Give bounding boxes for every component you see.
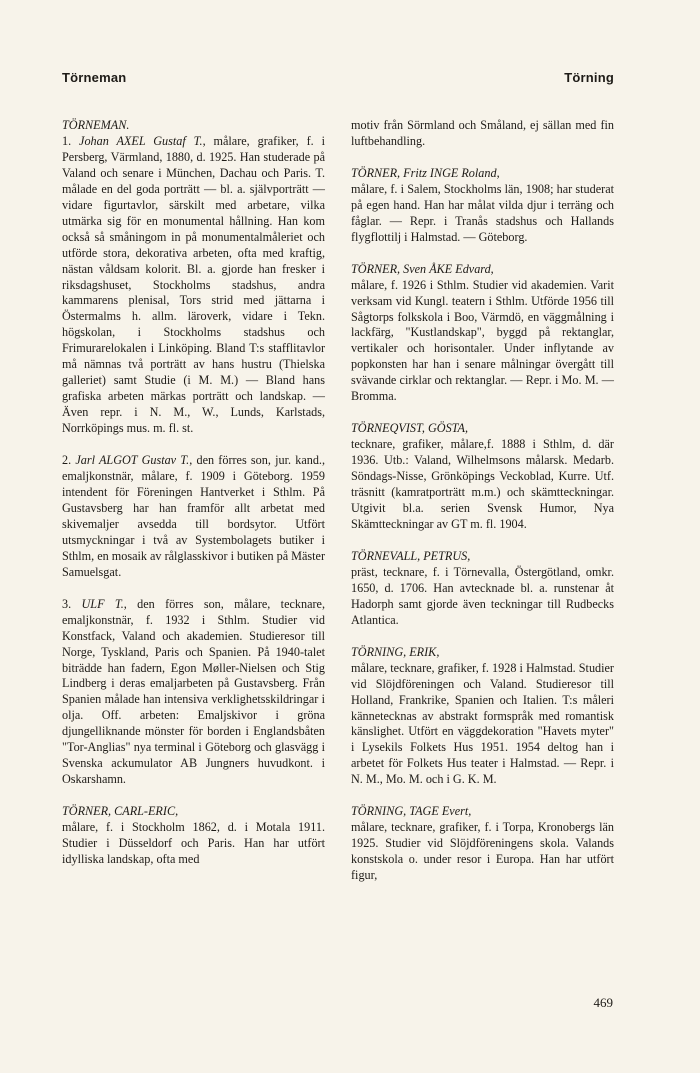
entry-body [62, 134, 325, 437]
entry-heading: TÖRNEQVIST, GÖSTA, [351, 421, 469, 436]
entry-heading: TÖRNEVALL, PETRUS, [351, 548, 471, 563]
entry-torner-ake [351, 262, 614, 406]
entry-text: , målare, grafiker, f. i Persberg, Värmland, 1880, d. 1925. Han studerade på Valand och senare i München, Dachau och Paris. T. målade en del goda porträtt — bl. a. självporträtt — vidare figurtavlor, särskilt med arbetare, vilka utmärka sig för en monumental hållning. Han kom också så småningom in på monumentalmåleriet och utförde stora, dekorativa arbeten, ofta med kraftig, nästan våldsam kolorit. Bl. a. gjorde han fresker i riksdagshuset, Stockholms stadshus, andra kammarens plenisal, Tors strid med jättarna i Östermalms h. allm. läroverk, vidare i Tekn. högskolan, i Stockholms stadshus och Frimurarelokalen i Linköping. Bland T:s stafflitavlor må nämnas två porträtt av hans hustru (Thielska galleriet) samt Studie (i M. M.) — Bland hans grafiska arbeten märkas porträtt och landskap. — Även repr. i N. M., W., Lunds, Karlstads, Norrköpings mus. m. fl. st. [62, 133, 325, 436]
entry-body [62, 597, 325, 788]
running-head-left: Törneman [62, 70, 127, 85]
entry-text: målare, f. i Stockholm 1862, d. i Motala 1911. Studier i Düsseldorf och Paris. Han har utfört idylliska landskap, ofta med [62, 820, 325, 866]
entry-text: präst, tecknare, f. i Törnevalla, Östergötland, omkr. 1650, d. 1706. Han avtecknade bl. a. runstenar åt Hadorph samt gjorde även teckningar till Rudbecks Atlantica. [351, 564, 614, 627]
running-head-right: Törning [564, 70, 614, 85]
entry-text: målare, tecknare, grafiker, f. 1928 i Halmstad. Studier vid Slöjdföreningen och Valand. Studieresor till Holland, Frankrike, Spanien och Italien. T:s måleri kännetecknas av abstrakt formspråk med romantisk känslighet. Utfört en väggdekoration "Havets myter" i Lysekils Folkets Hus 1951. 1954 deltog han i arbetet för Folkets Hus teater i Halmstad. — Repr. i N. M., Mo. M. och i G. K. M. [351, 660, 614, 787]
person-name: Johan AXEL Gustaf T. [79, 133, 203, 148]
entry-text: målare, tecknare, grafiker, f. i Torpa, Kronobergs län 1925. Studier vid Slöjdföreningens skola. Valands konstskola o. under resor i Europa. Han har utfört figur, [351, 820, 614, 883]
right-column [351, 118, 614, 900]
left-column [62, 118, 325, 884]
sub-entry-number: 1. [62, 133, 80, 148]
entry-heading: TÖRNING, TAGE Evert, [351, 804, 472, 819]
sub-entry-number: 3. [62, 596, 82, 611]
person-name: ULF T. [81, 596, 124, 611]
entry-tornequist [351, 421, 614, 533]
entry-text: målare, f. i Salem, Stockholms län, 1908; har studerat på egen hand. Han har målat vilda djur i terräng och fåglar. — Repr. i Tranås stadshus och Hallands flygflottilj i Halmstad. — Göteborg. [351, 181, 614, 244]
entry-text: , den förres son, jur. kand., emaljkonstnär, målare, f. 1909 i Göteborg. 1959 intendent för Föreningen Hantverket i Sthlm. På Gustavsberg har han framför allt arbetat med skivemaljer avsedda till bordsytor. Utfört utsmyckningar i två av Systembolagets butiker i Sthlm, en mosaik av rålglasskivor i butiken på Mäster Samuelsgat. [62, 453, 326, 579]
entry-heading: TÖRNER, Fritz INGE Roland, [351, 165, 500, 180]
entry-text: tecknare, grafiker, målare,f. 1888 i Sthlm, d. där 1936. Utb.: Valand, Wilhelmsons målarsk. Medarb. Söndags-Nisse, Grönköpings Veckoblad, Kurre. Utf. träsnitt (kamratporträtt m.m.) och skämtteckningar. Utgivit bl.a. serien Svensk Humor, Nya Skämtteckningar av GT m. fl. 1904. [351, 437, 614, 531]
entry-heading: TÖRNER, Sven ÅKE Edvard, [351, 261, 494, 276]
entry-torning-erik [351, 645, 614, 789]
entry-torner-carl-eric-cont [351, 118, 614, 150]
entry-torneman-3 [62, 597, 325, 788]
entry-tornevall [351, 549, 614, 629]
entry-body [62, 453, 325, 581]
entry-torner-carl-eric [62, 804, 325, 868]
entry-heading: TÖRNEMAN. [62, 118, 130, 132]
entry-torner-inge [351, 166, 614, 246]
entry-torning-tage [351, 804, 614, 884]
entry-heading: TÖRNING, ERIK, [351, 644, 440, 659]
person-name: Jarl ALGOT Gustav T. [75, 453, 190, 468]
entry-heading: TÖRNER, CARL-ERIC, [62, 804, 179, 819]
entry-text: , den förres son, målare, tecknare, emaljkonstnär, f. 1932 i Sthlm. Studier vid Konstfack, Valand och akademien. Studieresor till Norge, Tyskland, Paris och Spanien. På 1940-talet biträdde han fadern, Egon Møller-Nielsen och Stig Lindberg i deras emaljarbeten på Gustavsberg. Från Spanien målade han intensiva verklighetsskildringar i olja. Off. arbeten: Emaljskivor i gröna djungelliknande mönster för borden i Englandsbåten "Tor-Anglias" nya terminal i Göteborg och glasvägg i Svenska ackumulator AB Jungners huvudkont. i Oskarshamn. [62, 596, 325, 787]
entry-torneman [62, 118, 325, 437]
entry-text: motiv från Sörmland och Småland, ej sällan med fin luftbehandling. [351, 118, 614, 148]
page-number: 469 [593, 995, 613, 1010]
sub-entry-number: 2. [62, 453, 76, 468]
entry-text: målare, f. 1926 i Sthlm. Studier vid akademien. Varit verksam vid Kungl. teatern i Sthlm. Utförde 1956 till Sågtorps folkskola i Boo, Värmdö, en väggmålning i lackfärg, "Kustlandskap", byggd på rektanglar, vertikaler och horisontaler. Under inflytande av popkonsten har han i senare målningar övergått till svävande cirklar och rektanglar. — Repr. i Mo. M. — Bromma. [351, 277, 614, 404]
entry-torneman-2 [62, 453, 325, 581]
